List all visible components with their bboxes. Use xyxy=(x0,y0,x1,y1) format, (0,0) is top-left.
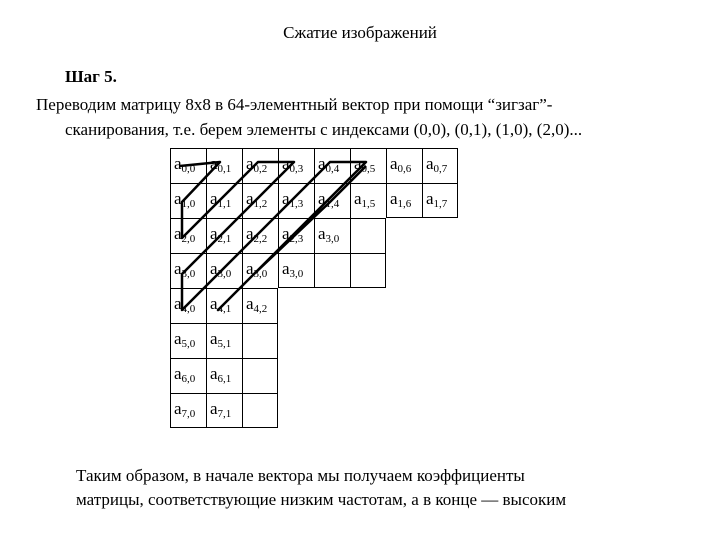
matrix-cell xyxy=(278,218,314,253)
intro-line-2: сканирования, т.е. берем элементы с индексами (0,0), (0,1), (1,0), (2,0)... xyxy=(65,120,583,139)
matrix-cell xyxy=(278,148,314,183)
matrix-cell xyxy=(206,218,242,253)
matrix-cell xyxy=(242,358,278,393)
conclusion-line-1: Таким образом, в начале вектора мы получаем коэффициенты xyxy=(76,466,525,485)
matrix-element: $a_{3,0}$ xyxy=(210,259,232,280)
matrix-element: $a_{1,4}$ xyxy=(318,189,340,210)
matrix-cell xyxy=(314,218,350,253)
matrix-cell xyxy=(350,148,386,183)
intro-line-1: Переводим матрицу 8х8 в 64-элементный вектор при помощи “зигзаг”- xyxy=(36,95,553,114)
matrix-element: $a_{3,0}$ xyxy=(318,224,340,245)
matrix-cell xyxy=(350,183,386,218)
matrix-element: $a_{6,0}$ xyxy=(174,364,196,385)
matrix-element: $a_{2,0}$ xyxy=(174,224,196,245)
matrix-cell xyxy=(206,323,242,358)
matrix-element: $a_{4,1}$ xyxy=(210,294,232,315)
matrix-element: $a_{3,0}$ xyxy=(246,259,268,280)
matrix-element: $a_{2,3}$ xyxy=(282,224,304,245)
matrix-element: $a_{1,2}$ xyxy=(246,189,268,210)
matrix-element: $a_{0,5}$ xyxy=(354,154,376,175)
matrix-cell xyxy=(314,183,350,218)
matrix-element: $a_{0,7}$ xyxy=(426,154,448,175)
matrix-element: $a_{0,6}$ xyxy=(390,154,412,175)
matrix-cell xyxy=(242,148,278,183)
matrix-element: $a_{0,0}$ xyxy=(174,154,196,175)
matrix-cell xyxy=(206,288,242,323)
matrix-cell xyxy=(206,358,242,393)
slide-title: Сжатие изображений xyxy=(283,23,437,42)
matrix-cell xyxy=(242,393,278,428)
matrix-element: $a_{3,0}$ xyxy=(282,259,304,280)
matrix-element: $a_{3,0}$ xyxy=(174,259,196,280)
matrix-cell xyxy=(170,148,206,183)
matrix-element: $a_{5,0}$ xyxy=(174,329,196,350)
matrix-cell xyxy=(386,183,422,218)
conclusion-line-2: матрицы, соответствующие низким частотам, а в конце — высоким xyxy=(76,490,567,509)
matrix-cell xyxy=(170,218,206,253)
matrix-element: $a_{4,0}$ xyxy=(174,294,196,315)
matrix-cell xyxy=(206,183,242,218)
matrix-element: $a_{1,0}$ xyxy=(174,189,196,210)
matrix-element: $a_{0,4}$ xyxy=(318,154,340,175)
matrix-element: $a_{5,1}$ xyxy=(210,329,232,350)
matrix-cell xyxy=(170,358,206,393)
matrix-element: $a_{1,5}$ xyxy=(354,189,376,210)
matrix-cell xyxy=(242,323,278,358)
matrix-cell xyxy=(350,253,386,288)
matrix-element: $a_{1,1}$ xyxy=(210,189,232,210)
matrix-element: $a_{4,2}$ xyxy=(246,294,268,315)
matrix-cell xyxy=(242,288,278,323)
matrix-cell xyxy=(170,288,206,323)
matrix-element: $a_{0,1}$ xyxy=(210,154,232,175)
matrix-cell xyxy=(422,183,458,218)
matrix-element: $a_{2,1}$ xyxy=(210,224,232,245)
matrix-element: $a_{2,2}$ xyxy=(246,224,268,245)
matrix-cell xyxy=(206,148,242,183)
matrix-element: $a_{1,3}$ xyxy=(282,189,304,210)
matrix-element: $a_{6,1}$ xyxy=(210,364,232,385)
matrix-cell xyxy=(206,393,242,428)
matrix-cell xyxy=(242,253,278,288)
matrix-cell xyxy=(350,218,386,253)
step-heading: Шаг 5. xyxy=(65,67,117,86)
matrix-element: $a_{7,0}$ xyxy=(174,399,196,420)
matrix-cell xyxy=(242,183,278,218)
matrix-cell xyxy=(422,148,458,183)
matrix-element: $a_{1,6}$ xyxy=(390,189,412,210)
matrix-cell xyxy=(386,148,422,183)
matrix-cell xyxy=(206,253,242,288)
matrix-cell xyxy=(278,253,314,288)
matrix-cell xyxy=(242,218,278,253)
matrix-element: $a_{7,1}$ xyxy=(210,399,232,420)
matrix-cell xyxy=(170,183,206,218)
matrix-element: $a_{0,2}$ xyxy=(246,154,268,175)
matrix-element: $a_{0,3}$ xyxy=(282,154,304,175)
matrix-cell xyxy=(314,253,350,288)
matrix-element: $a_{1,7}$ xyxy=(426,189,448,210)
matrix-cell xyxy=(314,148,350,183)
matrix-cell xyxy=(170,253,206,288)
matrix-cell xyxy=(170,323,206,358)
matrix-cell xyxy=(170,393,206,428)
matrix-cell xyxy=(278,183,314,218)
